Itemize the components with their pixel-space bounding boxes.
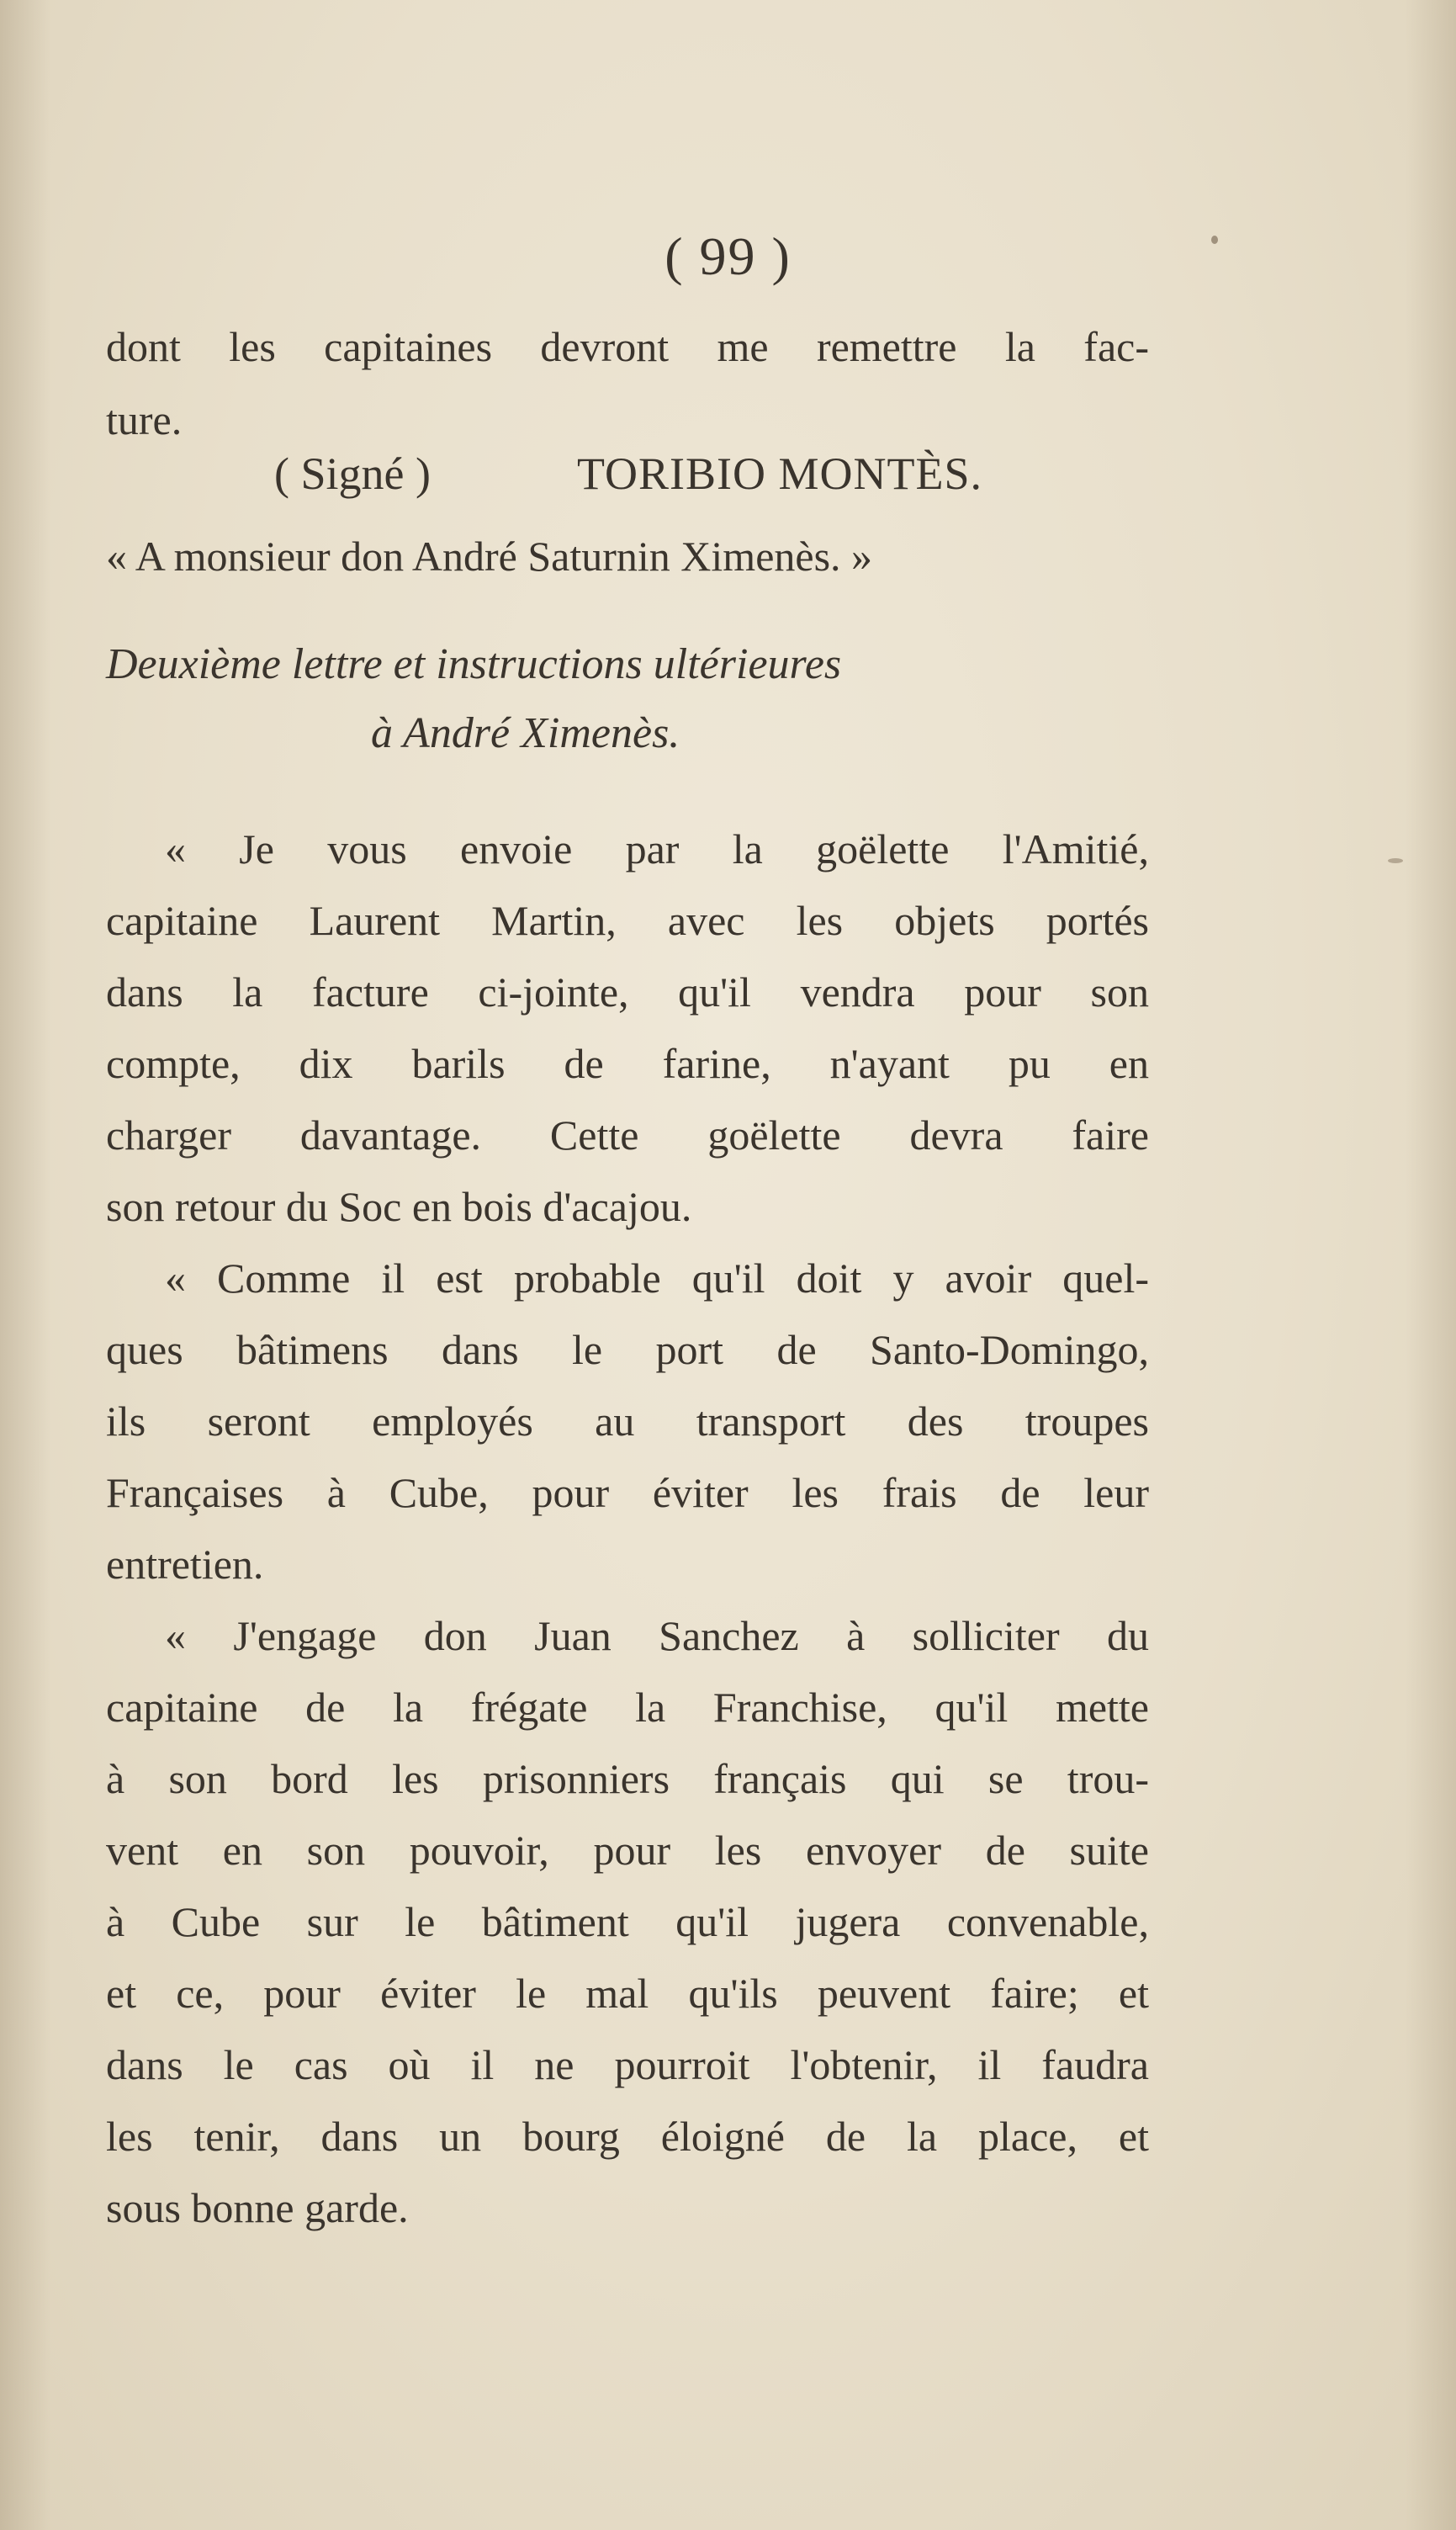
opening-line-1: dont les capitaines devront me remettre la fac- (106, 323, 1149, 370)
paragraph-line: son retour du Soc en bois d'acajou. (106, 1183, 692, 1230)
paragraph-line: « J'engage don Juan Sanchez à solliciter du (165, 1612, 1149, 1659)
paragraph-line: capitaine Laurent Martin, avec les objets portés (106, 897, 1149, 944)
paper-stain (1388, 858, 1403, 863)
paragraph-line: ques bâtimens dans le port de Santo-Domingo, (106, 1326, 1149, 1373)
paragraph-line: ils seront employés au transport des troupes (106, 1398, 1149, 1445)
signer-name: TORIBIO MONTÈS. (577, 448, 983, 499)
page-number: ( 99 ) (664, 226, 792, 286)
paragraph-line: vent en son pouvoir, pour les envoyer de suite (106, 1827, 1149, 1874)
page-edge-shadow-right (1406, 0, 1456, 2530)
paragraph-line: dans la facture ci-jointe, qu'il vendra pour son (106, 968, 1149, 1016)
paragraph-line: Françaises à Cube, pour éviter les frais de leur (106, 1469, 1149, 1516)
section-heading-line-2: à André Ximenès. (371, 709, 680, 757)
paragraph-line: à Cube sur le bâtiment qu'il jugera convenable, (106, 1898, 1149, 1945)
opening-line-2: ture. (106, 396, 183, 443)
paragraph-line: capitaine de la frégate la Franchise, qu'il mette (106, 1684, 1149, 1731)
page-edge-shadow-left (0, 0, 50, 2530)
paragraph-line: les tenir, dans un bourg éloigné de la place, et (106, 2113, 1149, 2160)
signed-label: ( Signé ) (274, 448, 431, 499)
paragraph-line: entretien. (106, 1541, 264, 1588)
paragraph-line: « Je vous envoie par la goëlette l'Amitié, (165, 825, 1149, 873)
paragraph-line: sous bonne garde. (106, 2184, 409, 2231)
paragraph-line: à son bord les prisonniers français qui se trou- (106, 1755, 1149, 1802)
paragraph-line: dans le cas où il ne pourroit l'obtenir, il faudra (106, 2041, 1149, 2088)
paragraph-line: et ce, pour éviter le mal qu'ils peuvent faire; et (106, 1970, 1149, 2017)
paragraph-line: compte, dix barils de farine, n'ayant pu en (106, 1040, 1149, 1087)
paragraph-line: « Comme il est probable qu'il doit y avoir quel- (165, 1254, 1149, 1302)
page-body (106, 0, 1149, 2530)
paragraph-line: charger davantage. Cette goëlette devra faire (106, 1111, 1149, 1159)
section-heading-line-1: Deuxième lettre et instructions ultérieures (106, 640, 842, 688)
address-line: « A monsieur don André Saturnin Ximenès. » (106, 533, 873, 580)
